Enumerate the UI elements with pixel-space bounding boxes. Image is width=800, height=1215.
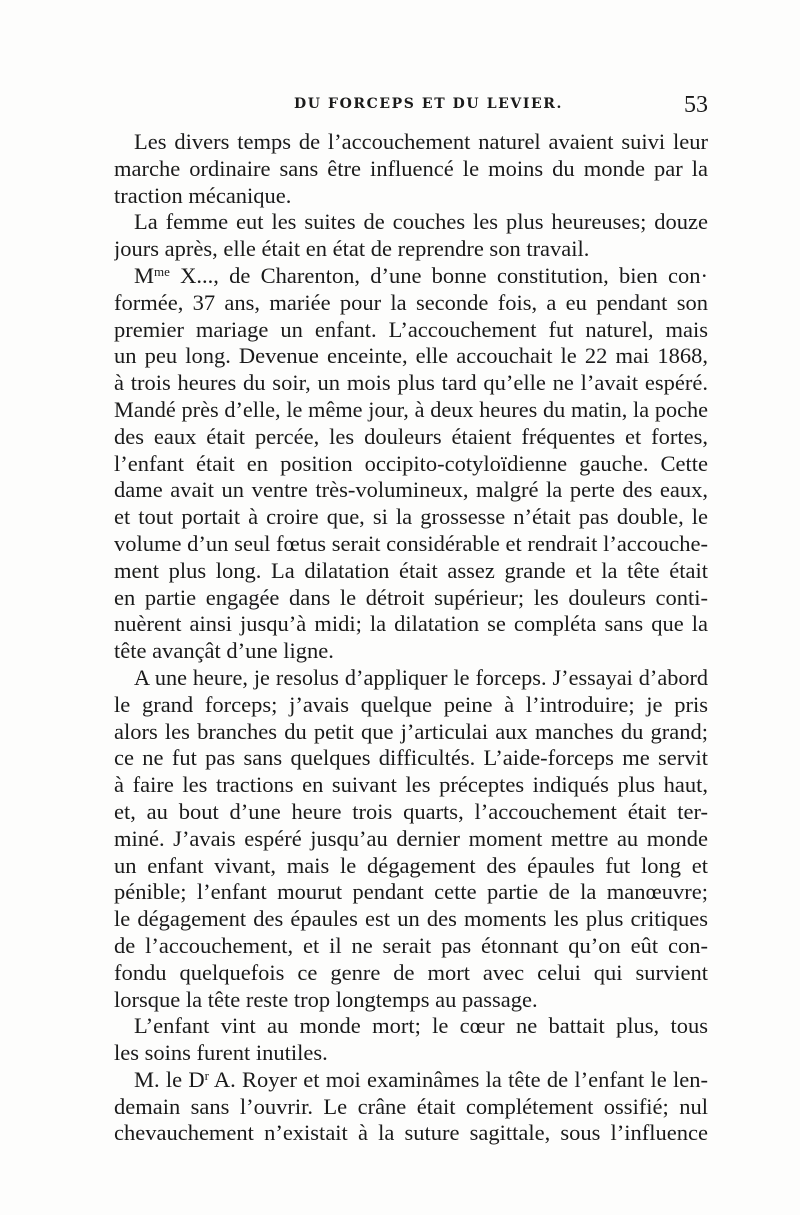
line-text: jours après, elle était en état de reprendre son travail.: [114, 236, 590, 262]
line-text: traction mécanique.: [114, 182, 292, 208]
line-text: le dégagement des épaules est un des moments les plus critiques: [114, 906, 708, 932]
line-text: fondu quelquefois ce genre de mort avec celui qui survient: [114, 959, 708, 985]
running-head: [114, 92, 708, 120]
line-text: A. Royer et moi examinâmes la tête de l’enfant le len-: [208, 1066, 708, 1092]
line-text: tête avançât d’une ligne.: [114, 638, 334, 664]
text-line: [114, 397, 708, 424]
line-text: et, au bout d’une heure trois quarts, l’accouchement était ter-: [114, 798, 708, 824]
text-line: [114, 960, 708, 987]
line-text: un enfant vivant, mais le dégagement des épaules fut long et: [114, 852, 708, 878]
line-text: des eaux était percée, les douleurs étaient fréquentes et fortes,: [114, 423, 708, 449]
line-text: les soins furent inutiles.: [114, 1040, 328, 1066]
line-text: alors les branches du petit que j’articulai aux manches du grand;: [114, 718, 708, 744]
text-line: [114, 638, 708, 665]
text-line: [114, 317, 708, 344]
text-line: [114, 290, 708, 317]
line-text: La femme eut les suites de couches les plus heureuses; douze: [134, 209, 708, 235]
running-title: DU FORCEPS ET DU LEVIER.: [294, 96, 564, 112]
line-text: marche ordinaire sans être influencé le moins du monde par la: [114, 155, 708, 181]
line-prefix: M: [134, 262, 155, 288]
text-line: [114, 611, 708, 638]
line-text: nuèrent ainsi jusqu’à midi; la dilatation se compléta sans que la: [114, 611, 708, 637]
text-line: [114, 209, 708, 236]
line-text: à trois heures du soir, un mois plus tard qu’elle ne l’avait espéré.: [114, 370, 708, 396]
line-text: en partie engagée dans le détroit supérieur; les douleurs conti-: [114, 584, 708, 610]
text-line: [114, 933, 708, 960]
text-line: [114, 263, 708, 290]
line-text: lorsque la tête reste trop longtemps au passage.: [114, 986, 538, 1012]
line-text: le grand forceps; j’avais quelque peine à l’introduire; je pris: [114, 691, 708, 717]
text-line: [114, 879, 708, 906]
line-text: X..., de Charenton, d’une bonne constitution, bien con·: [169, 262, 708, 288]
text-line: [114, 906, 708, 933]
text-line: [114, 987, 708, 1014]
text-line: [114, 1013, 708, 1040]
text-line: [114, 1120, 708, 1147]
line-text: formée, 37 ans, mariée pour la seconde fois, a eu pendant son: [114, 289, 708, 315]
line-text: et tout portait à croire que, si la grossesse n’était pas double, le: [114, 504, 708, 530]
text-line: [114, 1040, 708, 1067]
page-number: 53: [684, 92, 708, 118]
text-line: [114, 853, 708, 880]
line-text: volume d’un seul fœtus serait considérable et rendrait l’accouche-: [114, 530, 708, 556]
text-line: [114, 129, 708, 156]
line-text: premier mariage un enfant. L’accouchement fut naturel, mais: [114, 316, 708, 342]
text-line: [114, 585, 708, 612]
text-line: [114, 826, 708, 853]
text-line: [114, 370, 708, 397]
text-line: [114, 719, 708, 746]
line-text: chevauchement n’existait à la suture sagittale, sous l’influence: [114, 1120, 708, 1146]
line-text: A une heure, je resolus d’appliquer le forceps. J’essayai d’abord: [134, 664, 708, 690]
line-text: pénible; l’enfant mourut pendant cette partie de la manœuvre;: [114, 879, 708, 905]
text-line: [114, 665, 708, 692]
text-line: [114, 183, 708, 210]
text-line: [114, 531, 708, 558]
text-line: [114, 504, 708, 531]
text-line: [114, 558, 708, 585]
superscript: me: [154, 263, 170, 279]
text-line: [114, 343, 708, 370]
line-text: ment plus long. La dilatation était assez grande et la tête était: [114, 557, 708, 583]
body-text: [114, 129, 708, 1147]
text-line: [114, 477, 708, 504]
superscript: r: [204, 1067, 209, 1083]
text-line: [114, 1094, 708, 1121]
text-line: [114, 745, 708, 772]
line-text: miné. J’avais espéré jusqu’au dernier moment mettre au monde: [114, 825, 708, 851]
text-line: [114, 799, 708, 826]
text-line: [114, 451, 708, 478]
text-line: [114, 236, 708, 263]
text-line: [114, 772, 708, 799]
line-text: ce ne fut pas sans quelques difficultés. L’aide-forceps me servit: [114, 745, 708, 771]
line-text: à faire les tractions en suivant les préceptes indiqués plus haut,: [114, 772, 708, 798]
line-text: un peu long. Devenue enceinte, elle accouchait le 22 mai 1868,: [114, 343, 708, 369]
line-text: dame avait un ventre très-volumineux, malgré la perte des eaux,: [114, 477, 708, 503]
text-line: [114, 692, 708, 719]
line-text: Les divers temps de l’accouchement naturel avaient suivi leur: [134, 129, 708, 154]
line-text: l’enfant était en position occipito-cotyloïdienne gauche. Cette: [114, 450, 708, 476]
text-line: [114, 156, 708, 183]
text-line: [114, 424, 708, 451]
line-text: de l’accouchement, et il ne serait pas étonnant qu’on eût con-: [114, 932, 708, 958]
line-text: demain sans l’ouvrir. Le crâne était complétement ossifié; nul: [114, 1093, 708, 1119]
text-line: [114, 1067, 708, 1094]
line-text: Mandé près d’elle, le même jour, à deux heures du matin, la poche: [114, 396, 708, 422]
line-prefix: M. le D: [134, 1066, 205, 1092]
line-text: L’enfant vint au monde mort; le cœur ne battait plus, tous: [134, 1013, 708, 1039]
